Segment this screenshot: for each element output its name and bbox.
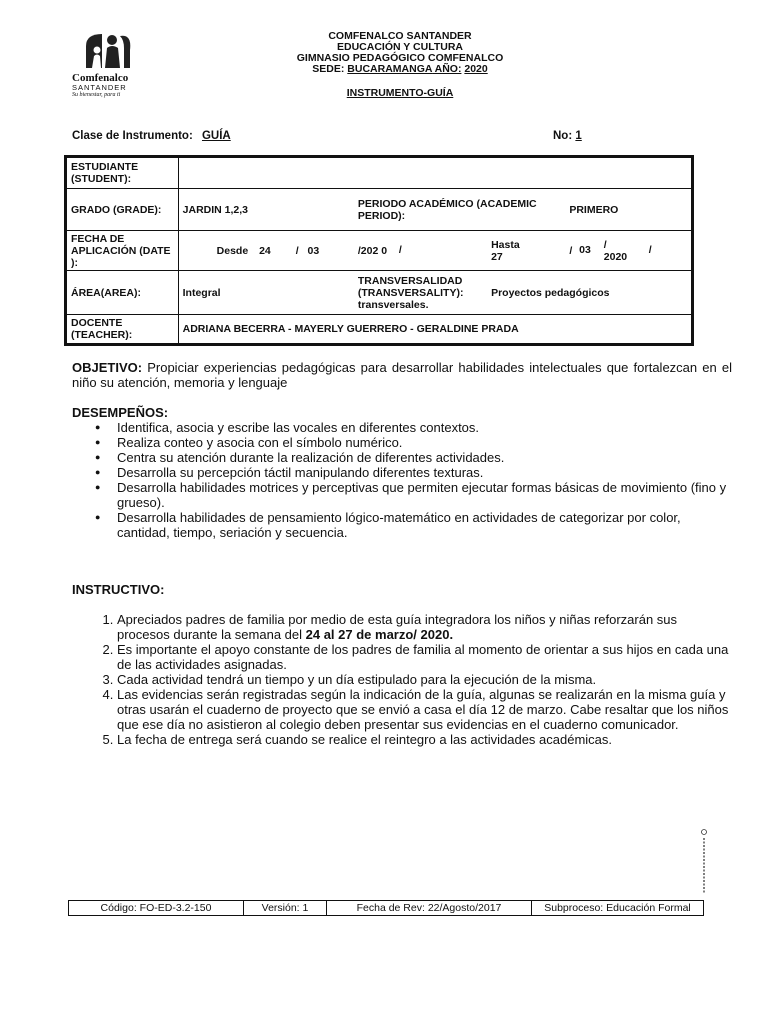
estudiante-value [178, 157, 692, 189]
footer-subproceso: Subproceso: Educación Formal [532, 901, 704, 916]
hasta-cell [487, 231, 565, 271]
area-label: ÁREA(AREA): [66, 271, 179, 315]
desde-day: 24 [259, 244, 271, 257]
comfenalco-logo [72, 30, 142, 98]
desde-month: 03 [307, 244, 320, 257]
transv-cell [354, 271, 487, 315]
docente-label: DOCENTE (TEACHER): [66, 315, 179, 345]
header-line-1: COMFENALCO SANTANDER [328, 30, 472, 42]
docente-value: ADRIANA BECERRA - MAYERLY GUERRERO - GERALDINE PRADA [178, 315, 692, 345]
desde-slash: / [295, 244, 299, 257]
estudiante-label: ESTUDIANTE (STUDENT): [66, 157, 179, 189]
desde-cell [178, 231, 354, 271]
row-area [66, 271, 693, 315]
list-item: ● Realiza conteo y asocia con el símbolo numérico. [117, 435, 732, 450]
footer-row [69, 901, 704, 916]
sede-value: BUCARAMANGA [347, 63, 433, 75]
fecha-label: FECHA DE APLICACIÓN (DATE ): [66, 231, 179, 271]
list-item: ● Desarrolla su percepción táctil manipulando diferentes texturas. [117, 465, 732, 480]
desempenos-list [72, 420, 732, 540]
logo-text: Comfenalco [72, 72, 129, 84]
list-item: 3. Cada actividad tendrá un tiempo y un día estipulado para la ejecución de la misma. [117, 672, 732, 687]
footer-version: Versión: 1 [244, 901, 327, 916]
list-item: ● Desarrolla habilidades de pensamiento lógico-matemático en actividades de categorizar por color, cantidad, tiempo, seriación y secuencia. [117, 510, 732, 540]
list-item: ● Identifica, asocia y escribe las vocales en diferentes contextos. [117, 420, 732, 435]
hasta-end-slash: / [648, 244, 652, 257]
logo-tagline: Su bienestar, para ti [72, 92, 121, 98]
list-item: 2. Es importante el apoyo constante de los padres de familia al momento de orientar a sus hijos en cada una de las actividades asignadas. [117, 642, 732, 672]
list-item: ● Desarrolla habilidades motrices y perceptivas que permiten ejecutar formas básicas de movimiento (fino y grueso). [117, 480, 732, 510]
instrument-title: INSTRUMENTO-GUÍA [346, 87, 454, 99]
instructivo-item-1-text: Apreciados padres de familia por medio de esta guía integradora los niños y niñas reforzarán sus procesos durante la semana del [117, 612, 678, 642]
side-stamp [700, 828, 708, 896]
no-value: 1 [575, 130, 582, 142]
row-estudiante [66, 157, 693, 189]
desde-label: Desde [216, 244, 249, 257]
transv-label: TRANSVERSALIDAD (TRANSVERSALITY): [357, 274, 464, 299]
objetivo-text: Propiciar experiencias pedagógicas para desarrollar habilidades intelectuales que fortalezcan en el niño su atención, memoria y lenguaje [72, 360, 732, 390]
footer-fecha-rev: Fecha de Rev: 22/Agosto/2017 [327, 901, 532, 916]
list-item: ● Centra su atención durante la realización de diferentes actividades. [117, 450, 732, 465]
logo-mark-icon [72, 30, 142, 70]
hasta-slash: / [569, 244, 573, 257]
list-item [117, 612, 732, 642]
hasta-month: 03 [579, 244, 591, 257]
side-stamp-icon [700, 828, 708, 896]
grado-label: GRADO (GRADE): [66, 189, 179, 231]
transv-value-b: transversales. [357, 298, 429, 311]
periodo-value: PRIMERO [565, 189, 692, 231]
no-label: No: [553, 130, 573, 142]
objetivo-label: OBJETIVO: [72, 360, 143, 375]
clase-label: Clase de Instrumento: [72, 130, 193, 142]
footer-codigo: Código: FO-ED-3.2-150 [69, 901, 244, 916]
transv-value-a: Proyectos pedagógicos [487, 271, 692, 315]
hasta-year-slash: / [603, 238, 607, 251]
hasta-date-cell [565, 231, 692, 271]
list-item: 4. Las evidencias serán registradas según la indicación de la guía, algunas se realizarán en la misma guía y otras usarán el cuaderno de proyecto que se envió a casa el día 12 de marzo. Cabe resaltar que los niños que ese día no asistieron al colegio deben presentar sus evidencias en el cuaderno comunicador. [117, 687, 732, 732]
instructivo-list [72, 612, 732, 747]
area-value: Integral [178, 271, 354, 315]
year-slash: / [398, 244, 402, 257]
ano-label: AÑO: [432, 63, 462, 75]
clase-value: GUÍA [201, 130, 231, 142]
instructivo-item-1-dates: 24 al 27 de marzo/ 2020. [305, 627, 454, 642]
hasta-year-value: 2020 [603, 250, 628, 263]
logo-subtext: SANTANDER [72, 83, 127, 92]
clase-instrumento [72, 130, 231, 142]
header-sede-line [200, 64, 600, 75]
objetivo-paragraph [72, 360, 732, 390]
numero [553, 130, 582, 142]
hasta-day: 27 [491, 250, 503, 263]
periodo-label: PERIODO ACADÉMICO (ACADEMIC PERIOD): [354, 189, 565, 231]
row-grado [66, 189, 693, 231]
footer-table [68, 900, 704, 916]
sede-label: SEDE: [312, 63, 345, 75]
grado-value: JARDIN 1,2,3 [178, 189, 354, 231]
row-fecha [66, 231, 693, 271]
desde-year-cell [354, 231, 487, 271]
desempenos-title: DESEMPEÑOS: [72, 405, 169, 420]
row-docente [66, 315, 693, 345]
list-item: 5. La fecha de entrega será cuando se realice el reintegro a las actividades académicas. [117, 732, 732, 747]
instructivo-title: INSTRUCTIVO: [72, 582, 165, 597]
desde-year: /202 0 [357, 244, 388, 257]
header-line-3: GIMNASIO PEDAGÓGICO COMFENALCO [296, 52, 504, 64]
hasta-year [604, 239, 638, 263]
header-line-2: EDUCACIÓN Y CULTURA [336, 41, 463, 53]
ano-value: 2020 [464, 63, 488, 75]
hasta-label: Hasta [491, 238, 520, 251]
info-table [64, 155, 694, 346]
